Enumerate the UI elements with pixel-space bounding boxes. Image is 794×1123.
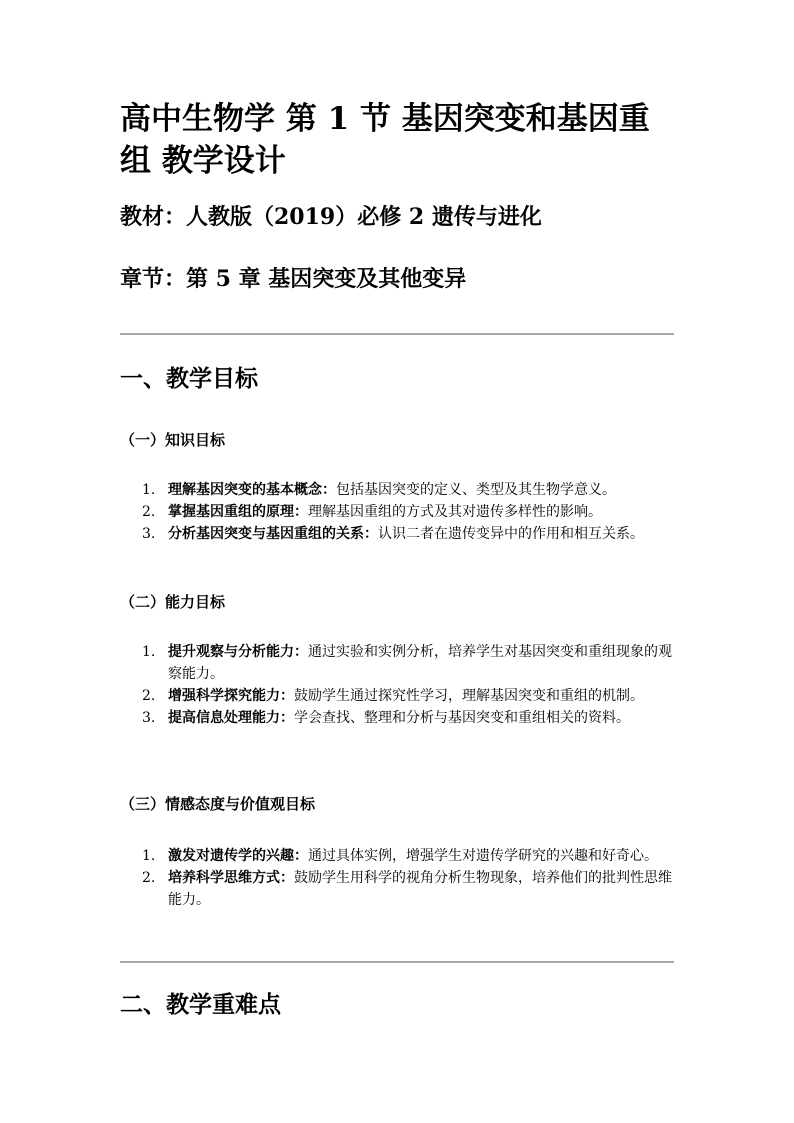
list-item [120, 501, 674, 523]
list-item-lead: 激发对遗传学的兴趣： [168, 848, 308, 864]
textbook-info: 教材：人教版（2019）必修 2 遗传与进化 [120, 204, 542, 230]
attitude-objectives-list [120, 845, 674, 911]
list-item-text: 认识二者在遗传变异中的作用和相互关系。 [378, 526, 644, 542]
list-item-text: 通过具体实例，增强学生对遗传学研究的兴趣和好奇心。 [308, 848, 658, 864]
list-item-lead: 提升观察与分析能力： [168, 644, 308, 660]
subsection-heading-knowledge: （一）知识目标 [120, 431, 226, 449]
list-item-text: 通过实验和实例分析，培养学生对基因突变和重组现象的观察能力。 [168, 644, 672, 682]
list-item-number: 2. [142, 870, 156, 886]
list-item-lead: 提高信息处理能力： [168, 710, 294, 726]
list-item-text: 包括基因突变的定义、类型及其生物学意义。 [336, 482, 616, 498]
list-item [120, 479, 674, 501]
list-item-number: 2. [142, 504, 156, 520]
subsection-heading-attitude: （三）情感态度与价值观目标 [120, 795, 316, 813]
subsection-heading-ability: （二）能力目标 [120, 593, 226, 611]
knowledge-objectives-list [120, 479, 674, 545]
list-item-number: 2. [142, 688, 156, 704]
list-item-text: 鼓励学生用科学的视角分析生物现象，培养他们的批判性思维能力。 [168, 870, 672, 908]
list-item [120, 707, 674, 729]
list-item-text: 鼓励学生通过探究性学习，理解基因突变和重组的机制。 [294, 688, 644, 704]
list-item-number: 3. [142, 710, 156, 726]
list-item-lead: 增强科学探究能力： [168, 688, 294, 704]
list-item [120, 523, 674, 545]
list-item [120, 845, 674, 867]
list-item-text: 理解基因重组的方式及其对遗传多样性的影响。 [308, 504, 602, 520]
list-item-number: 1. [142, 848, 156, 864]
list-item-number: 1. [142, 644, 156, 660]
list-item-lead: 培养科学思维方式： [168, 870, 294, 886]
list-item-lead: 分析基因突变与基因重组的关系： [168, 526, 378, 542]
section-heading-key-difficulties: 二、教学重难点 [120, 991, 281, 1018]
chapter-info: 章节：第 5 章 基因突变及其他变异 [120, 266, 467, 292]
section-divider [120, 961, 674, 963]
list-item-lead: 理解基因突变的基本概念： [168, 482, 336, 498]
list-item-lead: 掌握基因重组的原理： [168, 504, 308, 520]
list-item [120, 867, 674, 911]
section-heading-teaching-objectives: 一、教学目标 [120, 365, 258, 392]
document-title: 高中生物学 第 1 节 基因突变和基因重组 教学设计 [120, 101, 650, 179]
list-item [120, 641, 674, 685]
list-item-number: 1. [142, 482, 156, 498]
section-divider [120, 333, 674, 335]
list-item-text: 学会查找、整理和分析与基因突变和重组相关的资料。 [294, 710, 630, 726]
list-item [120, 685, 674, 707]
ability-objectives-list [120, 641, 674, 729]
list-item-number: 3. [142, 526, 156, 542]
